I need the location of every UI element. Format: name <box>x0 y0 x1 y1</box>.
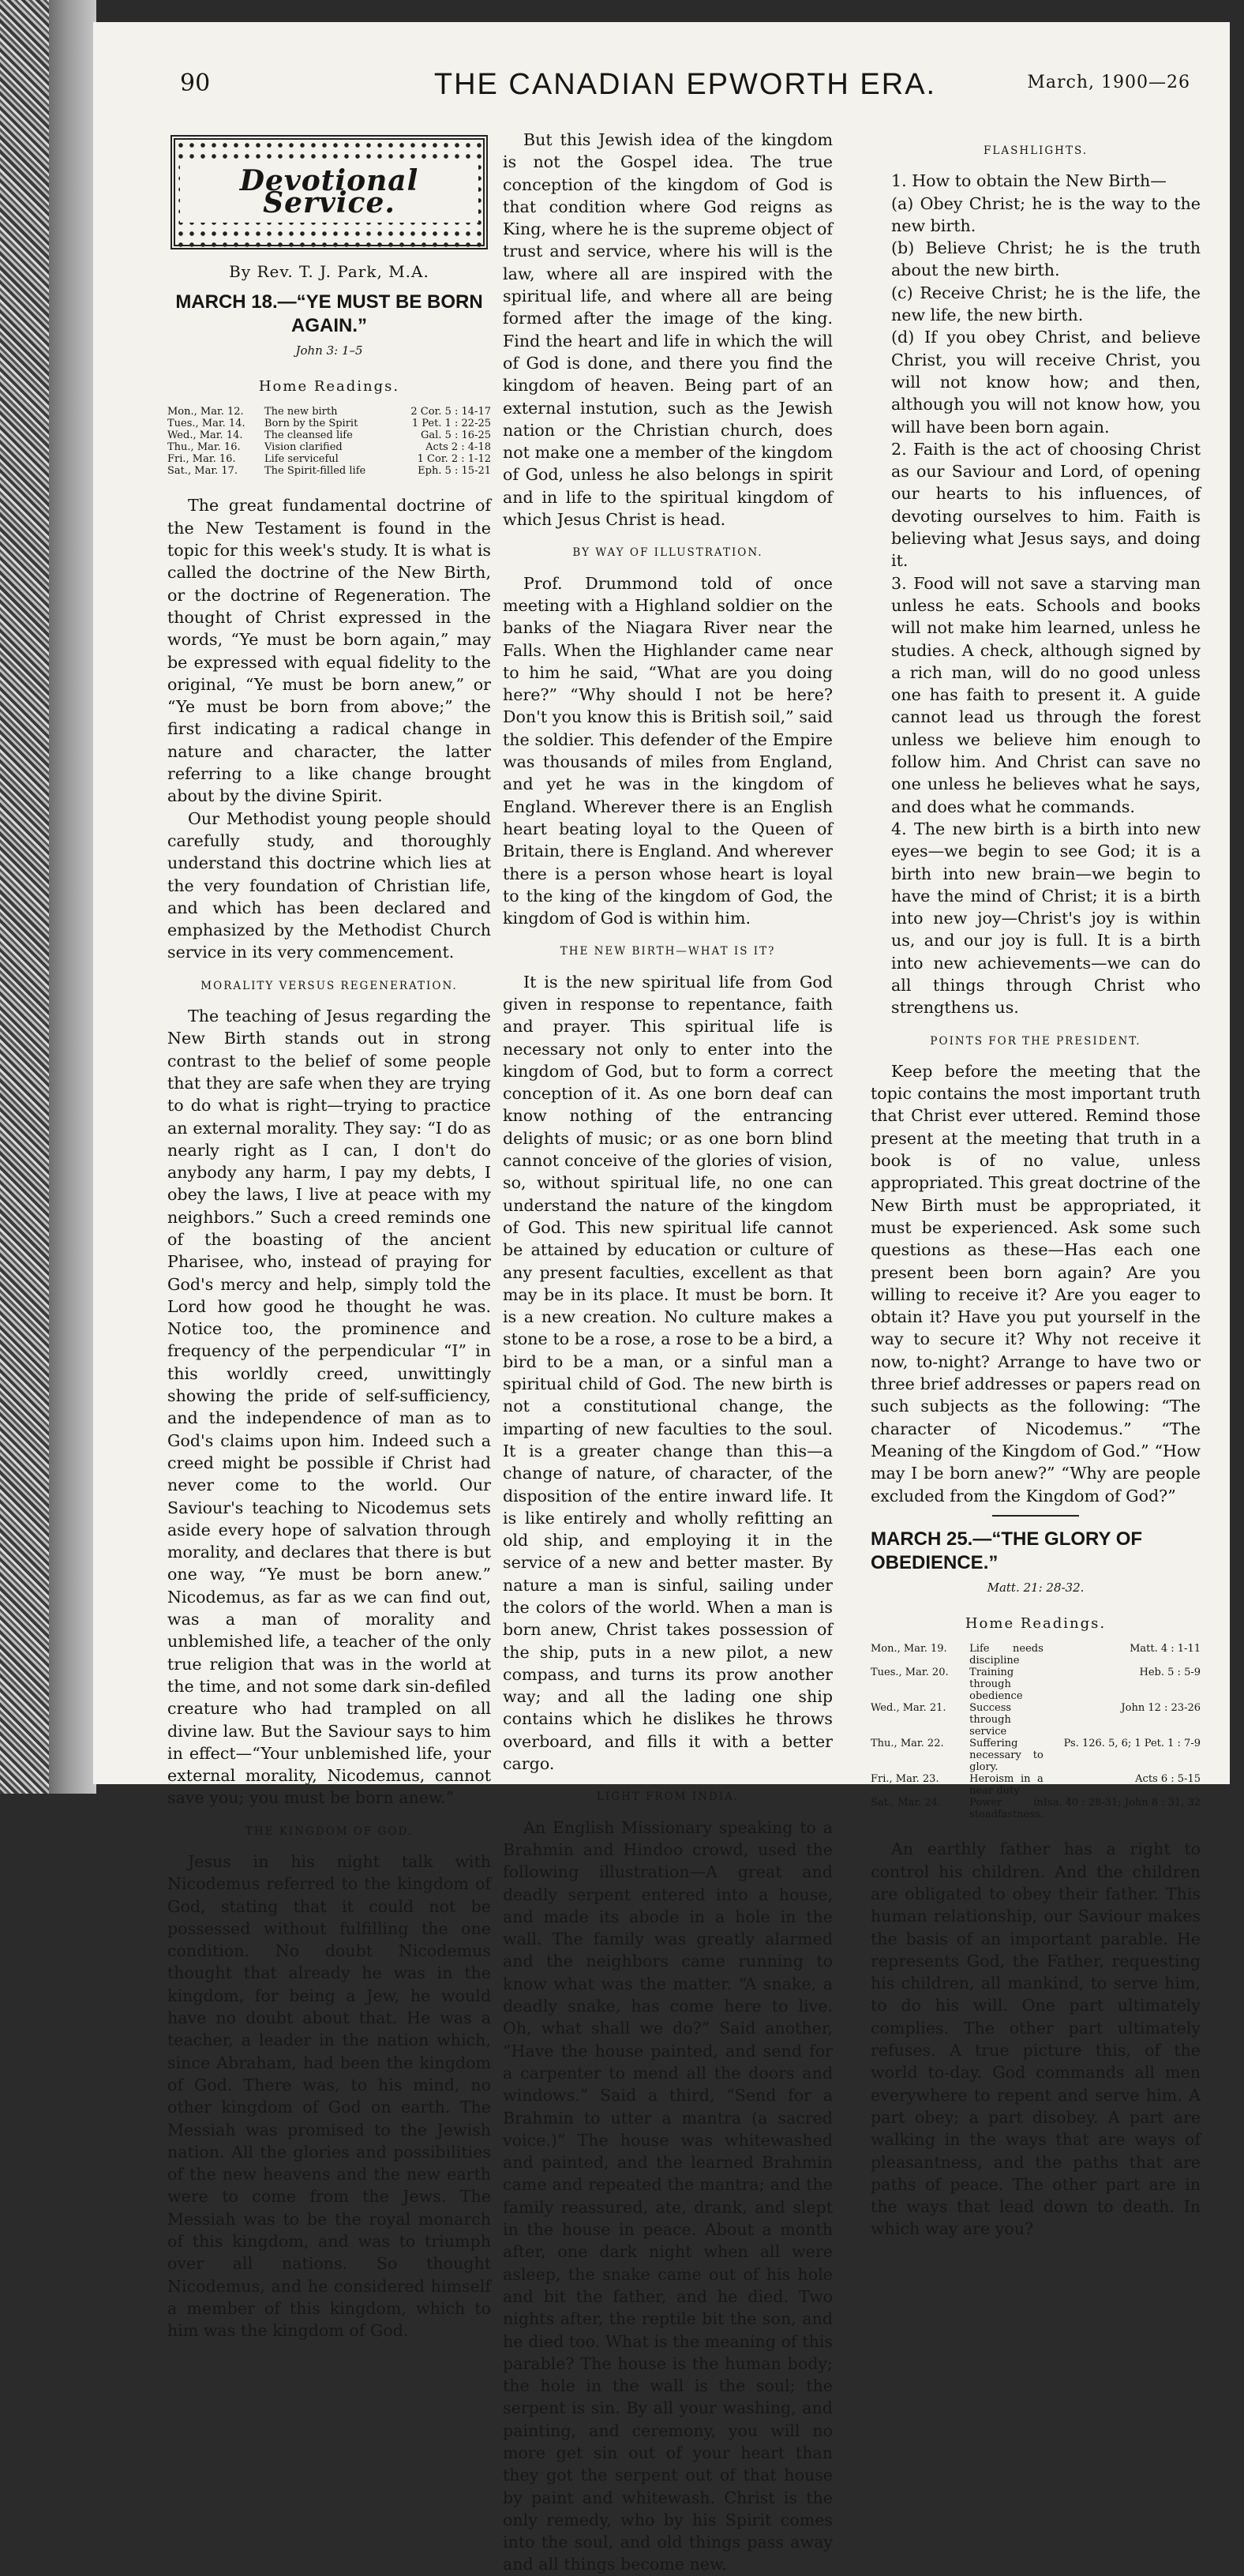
reading-row <box>871 1797 1201 1820</box>
reading-day: Sat., Mar. 17. <box>167 465 238 478</box>
reading-row <box>871 1667 1201 1702</box>
reading-row <box>167 429 491 441</box>
home-readings-heading: Home Readings. <box>965 1615 1107 1633</box>
reading-day: Sat., Mar. 24. <box>871 1797 942 1809</box>
flashlight-item: 4. The new birth is a birth into new eyes—we begin to see God; it is a birth into new brain—we begin to have the mind of Christ; it is a birth into new joy—Christ's joy is within us, and our joy is full. It is a birth into new achievements—we can do all things through Christ who strengthens us. <box>891 819 1201 1018</box>
newspaper-page <box>93 22 1230 2574</box>
section-title: Devotional Service. <box>180 162 478 223</box>
reading-topic: Power in steadfastness. <box>969 1797 1044 1821</box>
reading-ref: John 12 : 23-26 <box>1121 1702 1201 1715</box>
lesson-1-scripture: John 3: 1–5 <box>295 343 363 358</box>
reading-row <box>167 453 491 465</box>
reading-ref: Isa. 40 : 28-31; John 8 : 31, 32 <box>1043 1797 1201 1809</box>
home-readings-table <box>167 406 491 477</box>
reading-topic: Suffering necessary to glory. <box>969 1738 1044 1774</box>
reading-ref: Acts 6 : 5-15 <box>1135 1773 1201 1786</box>
subheading-new-birth: THE NEW BIRTH—WHAT IS IT? <box>560 945 776 958</box>
reading-day: Mon., Mar. 19. <box>871 1643 947 1655</box>
reading-day: Mon., Mar. 12. <box>167 406 244 418</box>
body-paragraph: But this Jewish idea of the kingdom is not the Gospel idea. The true conception of the kingdom of God is that condition where God reigns as King, where he is the supreme object of trust and service, where his will is the law, where all are inspired with the spiritual life, and where all are being formed after the image of the king. Find the heart and life in which the will of God is done, and there you find the kingdom of heaven. Being part of an external instution, such as the Jewish nation or the Christian church, does not make one a member of the kingdom of God, unless he also belongs in spirit and in life to the spiritual kingdom of which Jesus Christ is head. <box>503 130 833 530</box>
section-divider <box>992 1515 1079 1517</box>
reading-day: Thu., Mar. 16. <box>167 441 241 454</box>
subheading-president: POINTS FOR THE PRESIDENT. <box>930 1034 1141 1048</box>
home-readings-table <box>871 1643 1201 1820</box>
body-paragraph: Our Methodist young people should carefully study, and thoroughly understand this doctrine which lies at the very foundation of Christian life, and which has been declared and emphasized by the Methodist Church service in its very commencement. <box>167 808 491 962</box>
page-number: 90 <box>180 69 211 97</box>
reading-topic: The cleansed life <box>264 429 353 442</box>
reading-ref: Eph. 5 : 15-21 <box>418 465 491 478</box>
body-paragraph: Keep before the meeting that the topic contains the most important truth that Christ ever uttered. Remind those present at the meeting that truth in a book is of no value, unless appropriated. This great doctrine of the New Birth must be appropriated, it must be experienced. Ask some such questions as these—Has each one present been born again? Are you willing to receive it? Are you eager to obtain it? Have you put yourself in the way to secure it? Why not receive it now, to-night? Arrange to have two or three brief addresses or papers read on such subjects as the following: “The character of Nicodemus.” “The Meaning of the Kingdom of God.” “How may I be born anew?” “Why are people excluded from the Kingdom of God?” <box>871 1061 1201 1505</box>
flashlight-item: (d) If you obey Christ, and believe Christ, you will receive Christ, you will not know how; and then, although you will not know how, you will have been born again. <box>891 328 1201 437</box>
subheading-illustration: BY WAY OF ILLUSTRATION. <box>572 546 763 560</box>
reading-topic: Training through obedience <box>969 1667 1023 1703</box>
reading-topic: The Spirit-filled life <box>264 465 366 478</box>
reading-day: Wed., Mar. 14. <box>167 429 243 442</box>
subheading-morality: MORALITY VERSUS REGENERATION. <box>200 979 458 992</box>
flashlight-item: 2. Faith is the act of choosing Christ as our Saviour and Lord, of opening our hearts to his influences, of devoting ourselves to him. Faith is believing what Jesus says, and doing it. <box>891 439 1201 571</box>
reading-row <box>871 1702 1201 1738</box>
reading-ref: Ps. 126. 5, 6; 1 Pet. 1 : 7-9 <box>1063 1738 1201 1750</box>
reading-day: Tues., Mar. 14. <box>167 418 245 430</box>
body-paragraph: The teaching of Jesus regarding the New Birth stands out in strong contrast to the belief of some people that they are safe when they are trying to do what is right—trying to practice an external morality. They say: “I do as nearly right as I can, I don't do anybody any harm, I pay my debts, I obey the laws, I live at peace with my neighbors.” Such a creed reminds one of the boasting of the ancient Pharisee, who, instead of praying for God's mercy and help, simply told the Lord how good he thought he was. Notice too, the prominence and frequency of the perpendicular “I” in this worldly creed, unwittingly showing the pride of self-sufficiency, and the independence of man as to God's claims upon him. Indeed such a creed might be possible if Christ had never come to the world. Our Saviour's teaching to Nicodemus sets aside every hope of salvation through morality, and declares that there is but one way, “Ye must be born anew.” Nicodemus, as far as we can find out, was a man of morality and unblemished life, a teacher of the only true religion that was in the world at the time, and not some dark sin-defiled creature who had trampled on all divine law. But the Saviour says to him in effect—“Your unblemished life, your external morality, Nicodemus, cannot save you; you must be born anew.” <box>167 1007 491 1808</box>
page-header <box>180 69 1190 109</box>
flashlight-item: (c) Receive Christ; he is the life, the new life, the new birth. <box>891 283 1201 325</box>
book-spine-shadow <box>49 0 96 1794</box>
lesson-2-title: MARCH 25.—“THE GLORY OF OBEDIENCE.” <box>871 1528 1143 1573</box>
reading-day: Wed., Mar. 21. <box>871 1702 946 1715</box>
flashlight-item: (a) Obey Christ; he is the way to the new birth. <box>891 193 1201 235</box>
reading-topic: Vision clarified <box>264 441 343 454</box>
body-paragraph: It is the new spiritual life from God given in response to repentance, faith and prayer. This spiritual life is necessary not only to enter into the kingdom of God, but to form a correct conception of it. As one born deaf can know nothing of the entrancing delights of music; or as one born blind cannot conceive of the glories of vision, so, without spiritual life, no one can understand the nature of the kingdom of God. This new spiritual life cannot be attained by education or culture of any present faculties, excellent as that may be in its place. It must be born. It is a new creation. No culture makes a stone to be a rose, a rose to be a bird, a bird to be a man, or a sinful man a spiritual child of God. The new birth is not a constitutional change, the imparting of new faculties to the soul. It is a greater change than this—a change of nature, of character, of the disposition of the entire inward life. It is like entirely and wholly refitting an old ship, and employing it in the service of a new and better master. By nature a man is sinful, sailing under the colors of the world. When a man is born anew, Christ takes possession of the ship, puts in a new pilot, a new compass, and turns its prow another way; and all the lading one ship contains which he dislikes he throws overboard, and fills it with a better cargo. <box>503 972 833 1774</box>
lesson-1-title: MARCH 18.—“YE MUST BE BORN AGAIN.” <box>175 291 483 336</box>
reading-topic: The new birth <box>264 406 338 418</box>
reading-row <box>167 465 491 477</box>
reading-topic: Life needs discipline <box>969 1643 1044 1667</box>
reading-ref: 1 Pet. 1 : 22-25 <box>411 418 491 430</box>
flashlight-item: 3. Food will not save a starving man unless he eats. Schools and books will not make him learned, unless he studies. A check, although signed by a rich man, will do no good unless one has faith to present it. A guide cannot lead us through the forest unless we believe him enough to follow him. And Christ can save no one unless he believes what he says, and does what he commands. <box>891 573 1201 816</box>
body-paragraph: An earthly father has a right to control his children. And the children are obligated to obey their father. This human relationship, our Saviour makes the basis of an important parable. He represents God, the Father, requesting his children, all mankind, to serve him, to do his will. One part ultimately complies. The other part ultimately refuses. A true picture this, of the world to-day. God commands all men everywhere to repent and serve him. A part obey; a part disobey. A part are walking in the ways that are ways of pleasantness, and the paths that are paths of peace. The other part are in the ways that lead down to death. In which way are you? <box>871 1839 1201 2239</box>
column-2 <box>503 129 833 2576</box>
byline: By Rev. T. J. Park, M.A. <box>229 261 429 281</box>
lesson-2-scripture: Matt. 21: 28-32. <box>987 1580 1085 1595</box>
reading-row <box>167 406 491 418</box>
flashlight-item: (b) Believe Christ; he is the truth about the new birth. <box>891 238 1201 280</box>
reading-day: Fri., Mar. 16. <box>167 453 236 466</box>
reading-ref: Matt. 4 : 1-11 <box>1130 1643 1201 1655</box>
reading-row <box>871 1643 1201 1667</box>
subheading-kingdom: THE KINGDOM OF GOD. <box>245 1824 414 1838</box>
subheading-india: LIGHT FROM INDIA. <box>596 1790 740 1804</box>
reading-topic: Life serviceful <box>264 453 339 466</box>
flashlight-item: 1. How to obtain the New Birth— <box>891 171 1167 191</box>
column-3 <box>871 129 1201 2240</box>
reading-row <box>167 418 491 429</box>
issue-date: March, 1900—26 <box>1027 73 1190 92</box>
body-paragraph: The great fundamental doctrine of the New Testament is found in the topic for this week's study. It is what is called the doctrine of the New Birth, or the doctrine of Regeneration. The thought of Christ expressed in the words, “Ye must be born again,” may be expressed with equal fidelity to the original, “Ye must be born anew,” or “Ye must be born from above;” the first indicating a radical change in nature and character, the latter referring to a like change brought about by the divine Spirit. <box>167 496 491 806</box>
reading-row <box>167 441 491 453</box>
body-paragraph: Jesus in his night talk with Nicodemus referred to the kingdom of God, stating that it could not be possessed without fulfilling the one condition. No doubt Nicodemus thought that already he was in the kingdom, for being a Jew, he would have no doubt about that. He was a teacher, a leader in the nation which, since Abraham, had been the kingdom of God. There was, to his mind, no other kingdom of God on earth. The Messiah was promised to the Jewish nation. All the glories and possibilities of the new heavens and the new earth were to come from the Jews. The Messiah was to be the royal monarch of this kingdom, and was to triumph over all nations. So thought Nicodemus, and he considered himself a member of this kingdom, which to him was the kingdom of God. <box>167 1852 491 2341</box>
reading-ref: Acts 2 : 4-18 <box>425 441 491 454</box>
section-title-box <box>170 135 488 249</box>
reading-day: Thu., Mar. 22. <box>871 1738 944 1750</box>
reading-row <box>871 1738 1201 1773</box>
reading-day: Fri., Mar. 23. <box>871 1773 939 1786</box>
reading-topic: Success through service <box>969 1702 1012 1738</box>
reading-ref: Gal. 5 : 16-25 <box>421 429 491 442</box>
subheading-flashlights: FLASHLIGHTS. <box>983 144 1088 157</box>
body-paragraph: Prof. Drummond told of once meeting with a Highland soldier on the banks of the Niagara River near the Falls. When the Highlander came near to him he said, “What are you doing here?” “Why should I not be here? Don't you know this is British soil,” said the soldier. This defender of the Empire was thousands of miles from England, and yet he was in the kingdom of England. Wherever there is an English heart beating loyal to the Queen of Britain, there is England. And wherever there is a person whose heart is loyal to the king of the kingdom of God, the kingdom of God is within him. <box>503 573 833 928</box>
body-paragraph: An English Missionary speaking to a Brahmin and Hindoo crowd, used the following illustration—A great and deadly serpent entered into a house, and made its abode in a hole in the wall. The family was greatly alarmed and the neighbors came running to know what was the matter. “A snake, a deadly snake, has come here to live. Oh, what shall we do?” Said another, “Have the house painted, and send for a carpenter to mend all the doors and windows.” Said a third, “Send for a Brahmin to utter a mantra (a sacred voice.)” The house was whitewashed and painted, and the learned Brahmin came and repeated the mantra; and the family reassured, ate, drank, and slept in the house in peace. About a month after, one dark night when all were asleep, the snake came out of his hole and bit the father, and he died. Two nights after, the reptile bit the son, and he died too. What is the meaning of this parable? The house is the human body; the hole in the wall is the soul; the serpent is sin. By all your washing, and painting, and ceremony, you will no more get sin out of your heart than they got the serpent out of that house by paint and whitewash. Christ is the only remedy, who by his Spirit comes into the soul, and old things pass away and all things become new. <box>503 1817 833 2574</box>
publication-title: THE CANADIAN EPWORTH ERA. <box>433 68 937 101</box>
reading-ref: 2 Cor. 5 : 14-17 <box>410 406 491 418</box>
reading-ref: Heb. 5 : 5-9 <box>1139 1667 1201 1679</box>
reading-ref: 1 Cor. 2 : 1-12 <box>417 453 491 466</box>
home-readings-heading: Home Readings. <box>258 378 400 396</box>
column-1 <box>167 129 491 2342</box>
reading-day: Tues., Mar. 20. <box>871 1667 949 1679</box>
book-binding-edge <box>0 0 49 1794</box>
reading-topic: Born by the Spirit <box>264 418 358 430</box>
reading-topic: Heroism in a near duty <box>969 1773 1044 1798</box>
